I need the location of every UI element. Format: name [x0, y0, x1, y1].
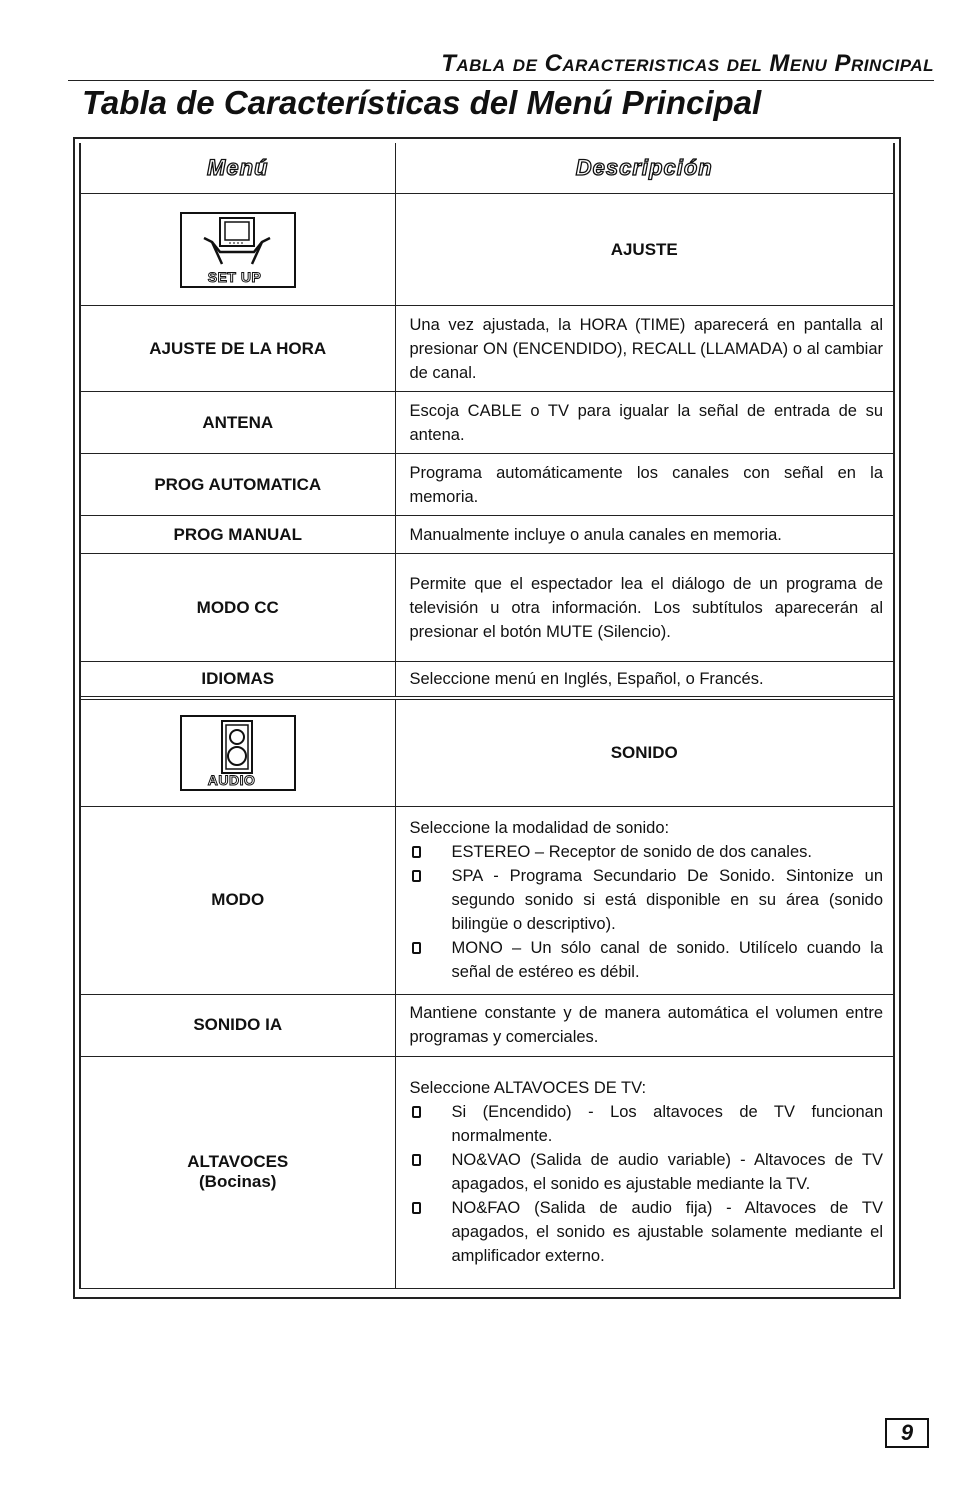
- setup-icon-cell: [81, 194, 395, 306]
- list-item: NO&VAO (Salida de audio variable) - Altavoces de TV apagados, el sonido es ajustable mediante la TV.: [410, 1148, 884, 1196]
- menu-item-sonido-ia: SONIDO IA: [81, 994, 395, 1056]
- list-item: ESTEREO – Receptor de sonido de dos canales.: [410, 840, 884, 864]
- table-header-row: [81, 143, 893, 194]
- altavoces-label: ALTAVOCES: [187, 1152, 289, 1171]
- table-row: [81, 306, 893, 392]
- checkbox-bullet-icon: [412, 870, 421, 882]
- menu-item-idiomas: IDIOMAS: [81, 662, 395, 699]
- table-row: [81, 392, 893, 454]
- audio-icon: [180, 715, 296, 791]
- modo-options: [410, 840, 884, 984]
- column-header-menu: Menú: [81, 143, 395, 194]
- description-altavoces: [395, 1056, 893, 1288]
- modo-intro: Seleccione la modalidad de sonido:: [409, 819, 670, 837]
- checkbox-bullet-icon: [412, 1154, 421, 1166]
- table-row: [81, 994, 893, 1056]
- description-modo: [395, 806, 893, 994]
- menu-item-antena: ANTENA: [81, 392, 395, 454]
- menu-item-altavoces: [81, 1056, 395, 1288]
- description-antena: Escoja CABLE o TV para igualar la señal de entrada de su antena.: [395, 392, 893, 454]
- checkbox-bullet-icon: [412, 942, 421, 954]
- altavoces-sublabel: (Bocinas): [199, 1172, 277, 1191]
- audio-icon-label: AUDIO: [207, 771, 256, 788]
- menu-item-modo: MODO: [81, 806, 395, 994]
- description-sonido-ia: Mantiene constante y de manera automática el volumen entre programas y comerciales.: [395, 994, 893, 1056]
- description-prog-manual: Manualmente incluye o anula canales en memoria.: [395, 516, 893, 554]
- table-row: [81, 1056, 893, 1288]
- running-header: [68, 50, 934, 81]
- menu-item-modo-cc: MODO CC: [81, 554, 395, 662]
- list-item: Si (Encendido) - Los altavoces de TV funcionan normalmente.: [410, 1100, 884, 1148]
- section-row-audio: [81, 698, 893, 806]
- menu-table-container: [79, 143, 895, 1289]
- description-ajuste-hora: Una vez ajustada, la HORA (TIME) aparecerá en pantalla al presionar ON (ENCENDIDO), RECALL (LLAMADA) o al cambiar de canal.: [395, 306, 893, 392]
- checkbox-bullet-icon: [412, 1202, 421, 1214]
- list-item: MONO – Un sólo canal de sonido. Utilícelo cuando la señal de estéreo es débil.: [410, 936, 884, 984]
- altavoces-options: [410, 1100, 884, 1268]
- section-title-sonido: SONIDO: [395, 698, 893, 806]
- table-row: [81, 516, 893, 554]
- menu-item-ajuste-hora: AJUSTE DE LA HORA: [81, 306, 395, 392]
- table-row: [81, 806, 893, 994]
- page-number: 9: [885, 1418, 929, 1448]
- setup-icon: [180, 212, 296, 288]
- list-item: SPA - Programa Secundario De Sonido. Sintonize un segundo sonido si está disponible en su área (sonido bilingüe o descriptivo).: [410, 864, 884, 936]
- table-row: [81, 662, 893, 699]
- checkbox-bullet-icon: [412, 846, 421, 858]
- description-prog-automatica: Programa automáticamente los canales con señal en la memoria.: [395, 454, 893, 516]
- menu-item-prog-automatica: PROG AUTOMATICA: [81, 454, 395, 516]
- checkbox-bullet-icon: [412, 1106, 421, 1118]
- running-header-text: Tabla de Caracteristicas del Menu Principal: [441, 50, 934, 77]
- description-modo-cc: Permite que el espectador lea el diálogo de un programa de televisión u otra información. Los subtítulos aparecerán al presionar el botón MUTE (Silencio).: [395, 554, 893, 662]
- table-row: [81, 554, 893, 662]
- list-item: NO&FAO (Salida de audio fija) - Altavoces de TV apagados, el sonido es ajustable solamente mediante el amplificador externo.: [410, 1196, 884, 1268]
- audio-icon-cell: [81, 698, 395, 806]
- page-title: Tabla de Características del Menú Principal: [82, 84, 762, 121]
- section-title-ajuste: AJUSTE: [395, 194, 893, 306]
- altavoces-intro: Seleccione ALTAVOCES DE TV:: [409, 1079, 647, 1097]
- column-header-description: Descripción: [395, 143, 893, 194]
- section-row-setup: [81, 194, 893, 306]
- table-row: [81, 454, 893, 516]
- menu-item-prog-manual: PROG MANUAL: [81, 516, 395, 554]
- menu-features-table: [81, 143, 893, 1289]
- setup-icon-label: SET UP: [207, 268, 262, 285]
- description-idiomas: Seleccione menú en Inglés, Español, o Francés.: [395, 662, 893, 699]
